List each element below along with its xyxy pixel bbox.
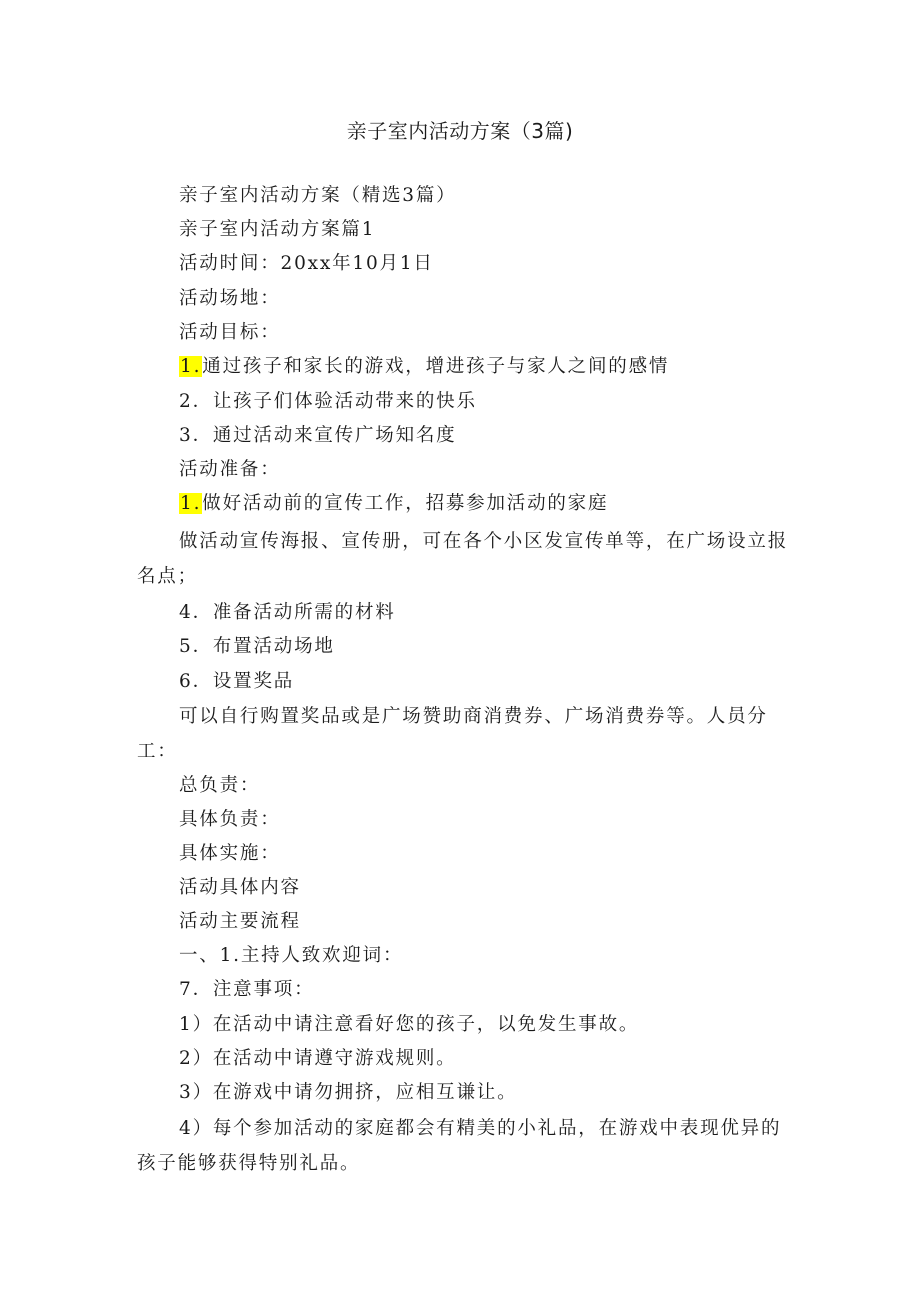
list-item-text: 做好活动前的宣传工作，招募参加活动的家庭 — [202, 493, 609, 514]
section-heading: 亲子室内活动方案篇1 — [179, 219, 376, 240]
paragraph-line: 总负责： — [179, 775, 261, 796]
highlight-marker: 1. — [180, 356, 202, 377]
paragraph-line: 工： — [137, 741, 178, 762]
list-item: 1）在活动中请注意看好您的孩子，以免发生事故。 — [179, 1014, 640, 1035]
paragraph-line: 活动时间：20xx年10月1日 — [179, 253, 434, 274]
list-item: 7．注意事项： — [179, 979, 315, 1000]
list-item: 3．通过活动来宣传广场知名度 — [179, 425, 457, 446]
document-title: 亲子室内活动方案（3篇) — [346, 119, 574, 143]
paragraph-line: 具体负责： — [179, 809, 281, 830]
list-item: 6．设置奖品 — [179, 671, 295, 692]
paragraph-line: 具体实施： — [179, 843, 281, 864]
paragraph-line: 活动目标： — [179, 322, 281, 343]
paragraph-line: 做活动宣传海报、宣传册，可在各个小区发宣传单等，在广场设立报 — [179, 531, 789, 552]
paragraph-line: 活动具体内容 — [179, 877, 301, 898]
list-item: 3）在游戏中请勿拥挤，应相互谦让。 — [179, 1082, 518, 1103]
list-item: 4）每个参加活动的家庭都会有精美的小礼品，在游戏中表现优异的 — [179, 1118, 782, 1139]
paragraph-line: 活动主要流程 — [179, 911, 301, 932]
list-item: 5．布置活动场地 — [179, 636, 335, 657]
list-item — [179, 492, 608, 516]
list-item — [179, 355, 669, 379]
list-item: 2．让孩子们体验活动带来的快乐 — [179, 391, 477, 412]
list-item: 2）在活动中请遵守游戏规则。 — [179, 1048, 457, 1069]
highlight-marker: 1. — [180, 493, 202, 514]
paragraph-line: 活动准备： — [179, 459, 281, 480]
subtitle-line: 亲子室内活动方案（精选3篇） — [179, 185, 457, 206]
paragraph-line: 活动场地： — [179, 288, 281, 309]
paragraph-line: 可以自行购置奖品或是广场赞助商消费券、广场消费券等。人员分 — [179, 706, 768, 727]
list-item: 4．准备活动所需的材料 — [179, 602, 396, 623]
list-item-text: 通过孩子和家长的游戏，增进孩子与家人之间的感情 — [202, 356, 670, 377]
paragraph-line: 名点； — [137, 566, 198, 587]
paragraph-line: 孩子能够获得特别礼品。 — [137, 1153, 361, 1174]
paragraph-line: 一、1.主持人致欢迎词： — [179, 945, 404, 966]
